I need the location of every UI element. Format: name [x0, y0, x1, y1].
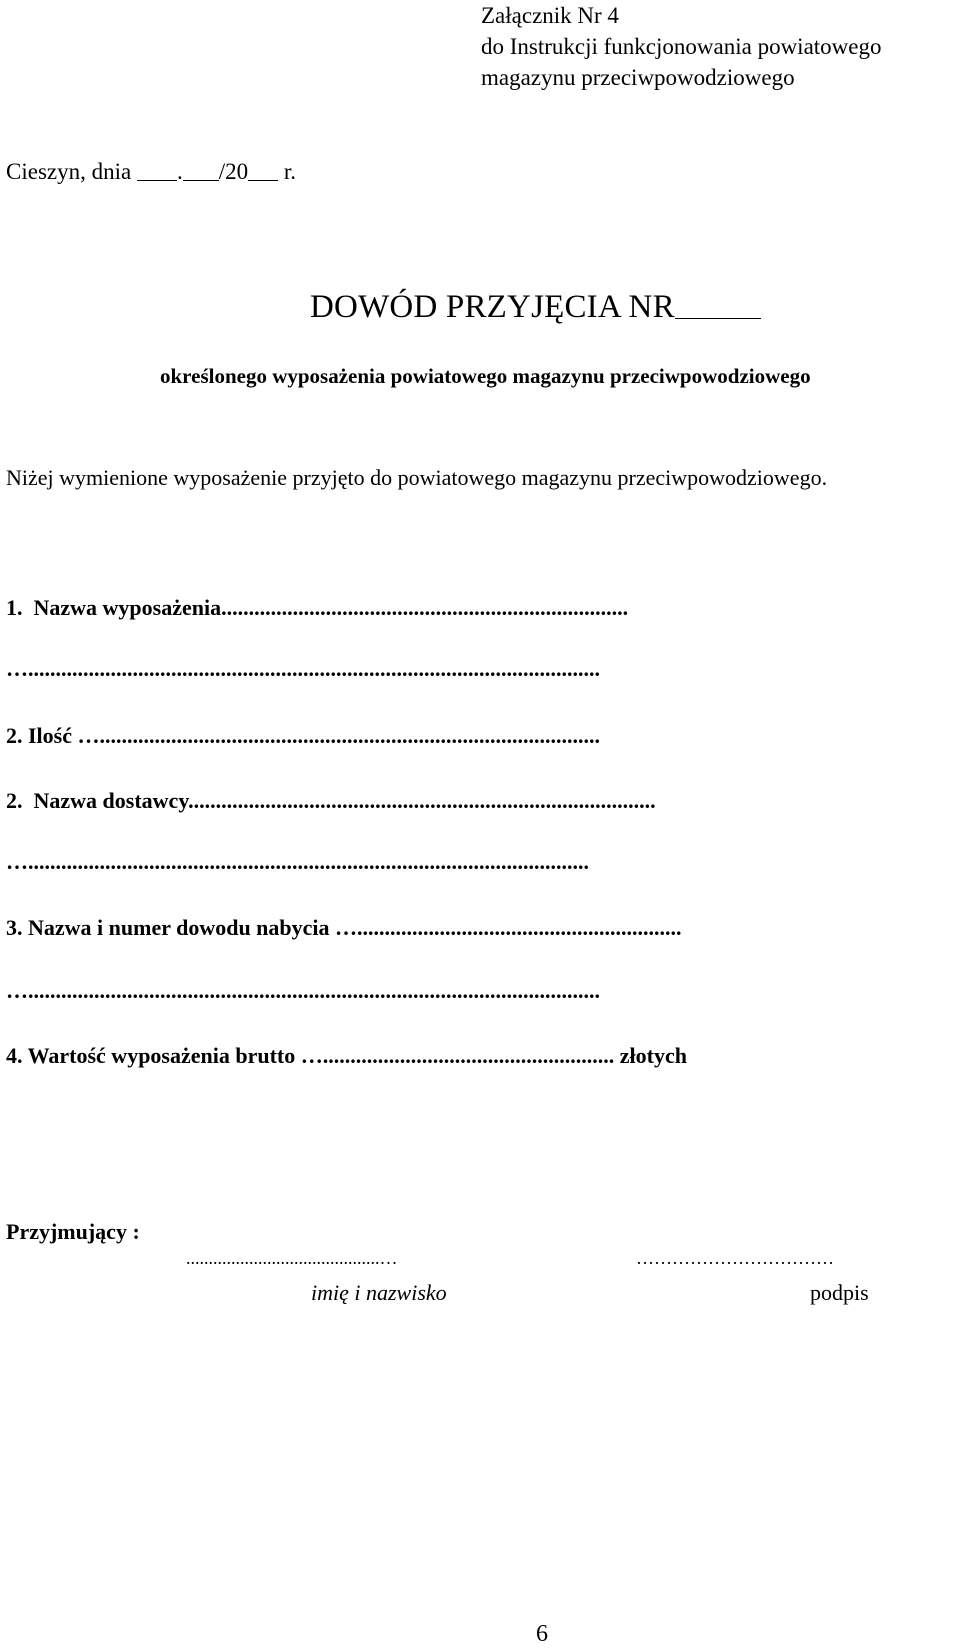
- document-title: [310, 290, 761, 324]
- item-proof-of-purchase: 3. Nazwa i numer dowodu nabycia …...........................................................: [6, 915, 682, 940]
- annex-title: Załącznik Nr 4: [481, 3, 619, 28]
- annex-reference: do Instrukcji funkcjonowania powiatowego: [481, 34, 882, 59]
- name-caption: imię i nazwisko: [311, 1280, 447, 1305]
- item-supplier-name: 2. Nazwa dostawcy.....................................................................................: [6, 788, 656, 813]
- item-proof-of-purchase-continuation: …........................................................................................................: [6, 978, 600, 1003]
- date-suffix: r.: [278, 159, 296, 184]
- date-prefix: Cieszyn, dnia: [6, 159, 137, 184]
- year-blank: [248, 160, 278, 181]
- document-subtitle: określonego wyposażenia powiatowego magazynu przeciwpowodziowego: [160, 364, 811, 388]
- annex-subject: magazynu przeciwpowodziowego: [481, 65, 795, 90]
- page-number: 6: [536, 1621, 548, 1647]
- item-quantity: 2. Ilość …...........................................................................................: [6, 723, 600, 748]
- name-dotted-line: ...........................................…: [186, 1248, 398, 1268]
- date-line: [6, 160, 296, 183]
- item-gross-value: 4. Wartość wyposażenia brutto …..................................................... złotych: [6, 1043, 687, 1068]
- date-dot: .: [176, 159, 183, 184]
- document-title-text: DOWÓD PRZYJĘCIA NR: [310, 289, 675, 325]
- item-equipment-name: 1. Nazwa wyposażenia..........................................................................: [6, 595, 629, 620]
- month-blank: [183, 160, 219, 181]
- item-supplier-name-continuation: …......................................................................................................: [6, 849, 589, 874]
- signature-dotted-line: ……………………………: [636, 1248, 834, 1268]
- signature-caption: podpis: [810, 1280, 869, 1305]
- day-blank: [137, 160, 177, 181]
- receiver-label: Przyjmujący :: [6, 1219, 140, 1244]
- date-year-prefix: /20: [218, 159, 249, 184]
- document-number-blank: [675, 290, 761, 319]
- item-equipment-name-continuation: …........................................................................................................: [6, 656, 600, 681]
- intro-text: Niżej wymienione wyposażenie przyjęto do powiatowego magazynu przeciwpowodziowego.: [6, 465, 828, 490]
